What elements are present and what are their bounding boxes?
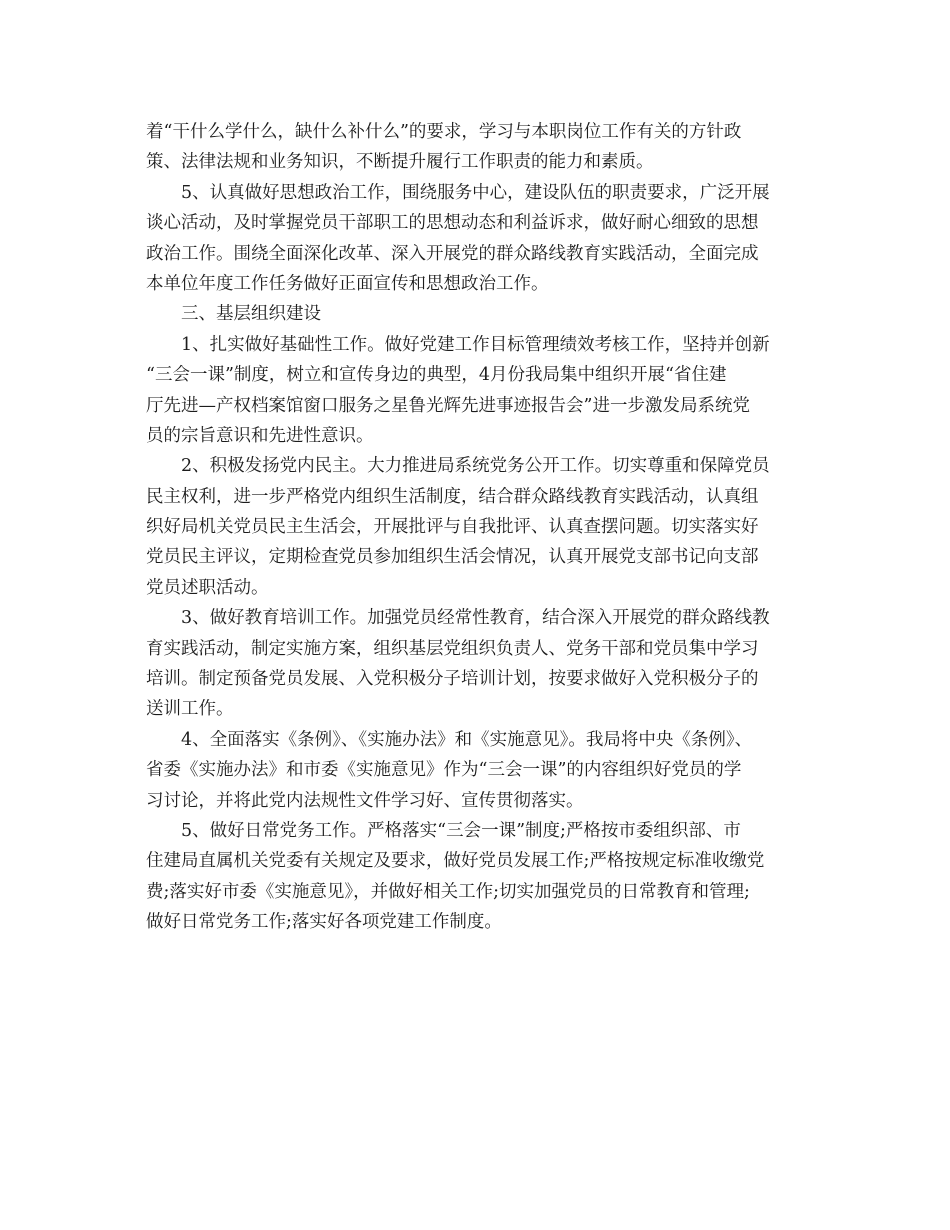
paragraph-start-line: 5、做好日常党务工作。严格落实“三会一课”制度;严格按市委组织部、市 xyxy=(181,820,741,841)
text-line: 员的宗旨意识和先进性意识。 xyxy=(146,425,374,446)
paragraph-start-line: 2、积极发扬党内民主。大力推进局系统党务公开工作。切实尊重和保障党员 xyxy=(181,456,770,477)
text-line: “三会一课”制度，树立和宣传身边的典型，4月份我局集中组织开展“省住建 xyxy=(146,365,727,386)
text-line: 育实践活动，制定实施方案，组织基层党组织负责人、党务干部和党员集中学习 xyxy=(146,638,759,659)
text-line: 培训。制定预备党员发展、入党积极分子培训计划，按要求做好入党积极分子的 xyxy=(146,669,759,690)
paragraph-start-line: 5、认真做好思想政治工作，围绕服务中心，建设队伍的职责要求，广泛开展 xyxy=(181,182,770,203)
text-line: 省委《实施办法》和市委《实施意见》作为“三会一课”的内容组织好党员的学 xyxy=(146,760,742,781)
text-line: 习讨论，并将此党内法规性文件学习好、宣传贯彻落实。 xyxy=(146,790,584,811)
document-body xyxy=(146,117,818,938)
paragraph-start-line: 3、做好教育培训工作。加强党员经常性教育，结合深入开展党的群众路线教 xyxy=(181,608,770,629)
text-line: 党员述职活动。 xyxy=(146,577,269,598)
section-heading: 三、基层组织建设 xyxy=(181,304,321,325)
paragraph-start-line: 4、全面落实《条例》、《实施办法》和《实施意见》。我局将中央《条例》、 xyxy=(181,729,753,750)
text-line: 厅先进—产权档案馆窗口服务之星鲁光辉先进事迹报告会”进一步激发局系统党 xyxy=(146,395,750,416)
text-line: 织好局机关党员民主生活会，开展批评与自我批评、认真查摆问题。切实落实好 xyxy=(146,517,759,538)
text-line: 民主权利，进一步严格党内组织生活制度，结合群众路线教育实践活动，认真组 xyxy=(146,486,759,507)
text-line: 费;落实好市委《实施意见》，并做好相关工作;切实加强党员的日常教育和管理; xyxy=(146,881,750,902)
text-line: 政治工作。围绕全面深化改革、深入开展党的群众路线教育实践活动，全面完成 xyxy=(146,243,759,264)
text-line: 做好日常党务工作;落实好各项党建工作制度。 xyxy=(146,912,502,933)
text-line: 党员民主评议，定期检查党员参加组织生活会情况，认真开展党支部书记向支部 xyxy=(146,547,759,568)
text-line: 住建局直属机关党委有关规定及要求，做好党员发展工作;严格按规定标准收缴党 xyxy=(146,851,765,872)
text-line: 谈心活动，及时掌握党员干部职工的思想动态和利益诉求，做好耐心细致的思想 xyxy=(146,213,759,234)
text-line: 本单位年度工作任务做好正面宣传和思想政治工作。 xyxy=(146,273,549,294)
text-line: 策、法律法规和业务知识，不断提升履行工作职责的能力和素质。 xyxy=(146,152,654,173)
paragraph-start-line: 1、扎实做好基础性工作。做好党建工作目标管理绩效考核工作，坚持并创新 xyxy=(181,334,770,355)
text-line: 送训工作。 xyxy=(146,699,234,720)
text-line: 着“干什么学什么，缺什么补什么”的要求，学习与本职岗位工作有关的方针政 xyxy=(146,122,742,142)
